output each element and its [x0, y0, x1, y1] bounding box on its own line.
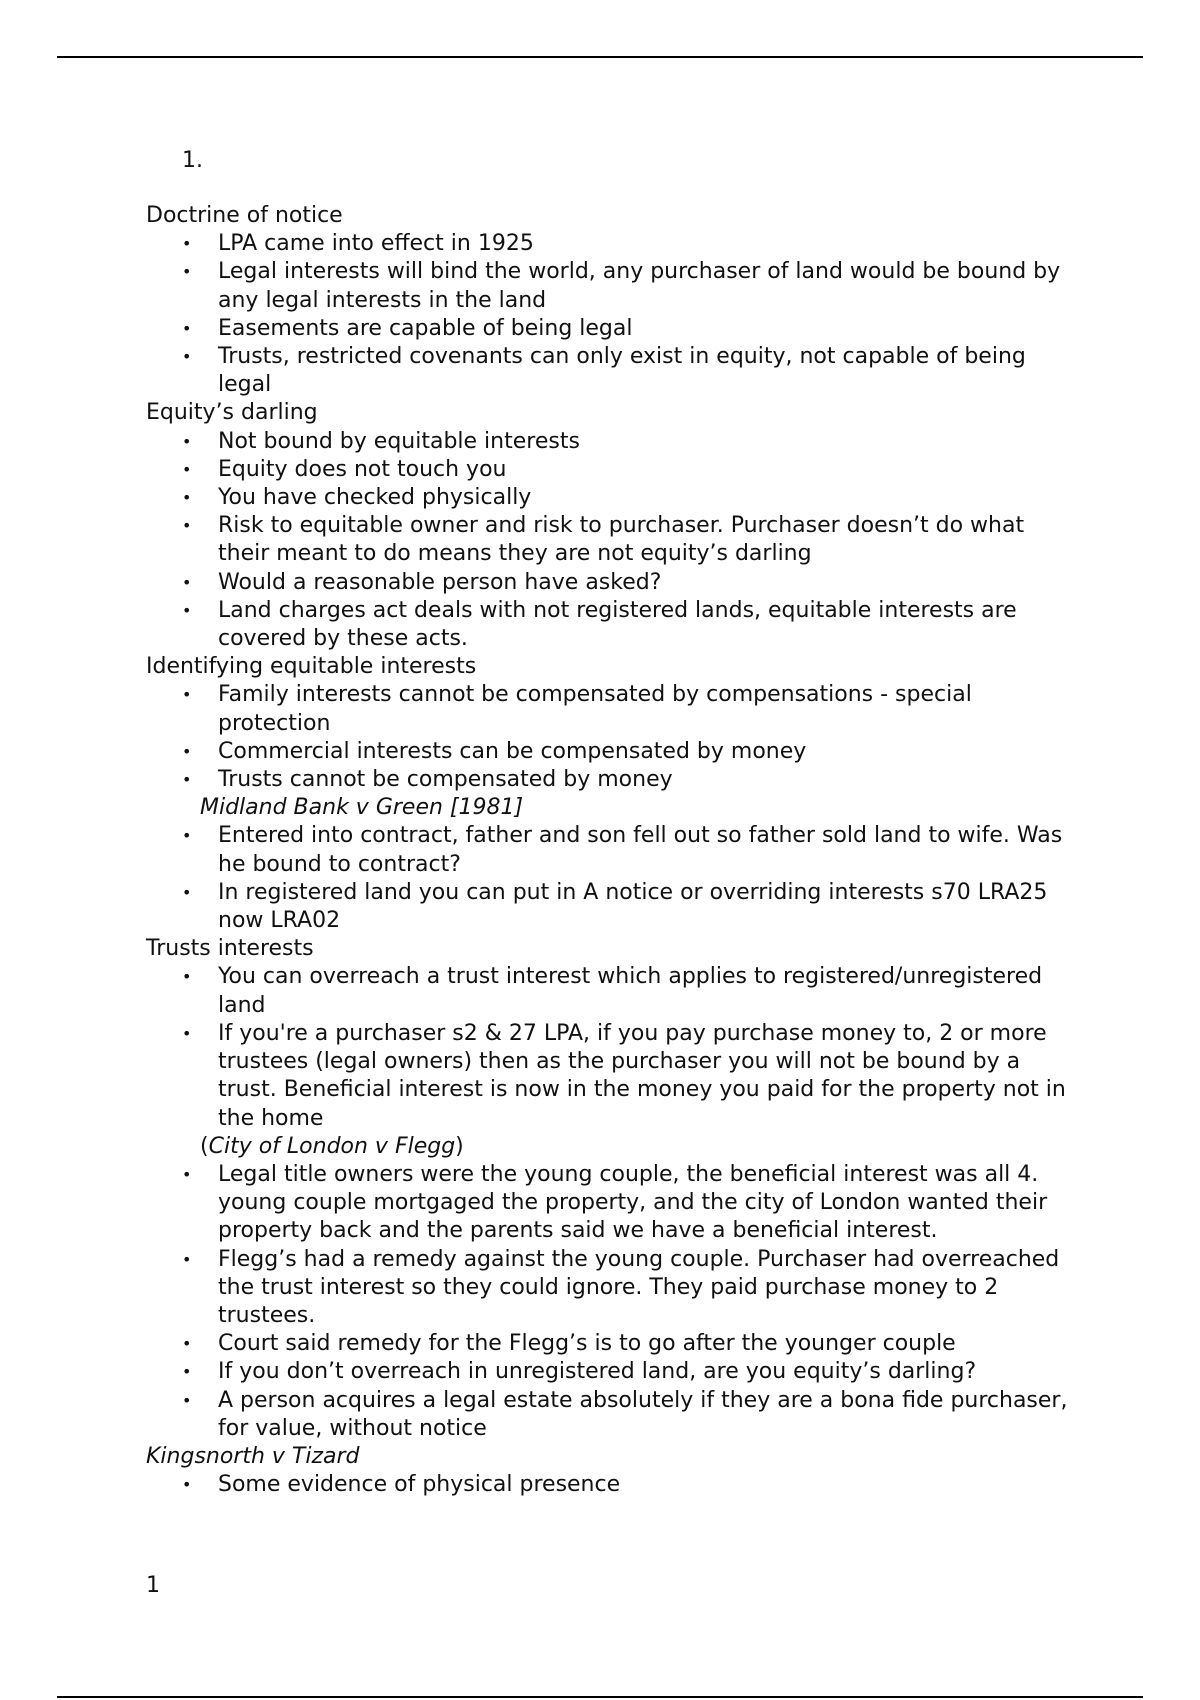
list-number: 1. — [182, 148, 203, 173]
bullet-icon: • — [182, 600, 192, 620]
bullet-icon: • — [182, 234, 192, 254]
bullet-icon: • — [182, 1023, 192, 1043]
bullet-icon: • — [182, 770, 192, 790]
section-heading: Equity’s darling — [146, 400, 318, 426]
header-rule — [57, 56, 1143, 58]
bullet-icon: • — [182, 1249, 192, 1269]
list-item: • In registered land you can put in A notice or overriding interests s70 LRA25 now LRA02 — [182, 879, 1048, 934]
list-item: • Court said remedy for the Flegg’s is to go after the younger couple — [146, 1330, 1076, 1358]
list-item: • Legal interests will bind the world, any purchaser of land would be bound by any legal interests in the land — [182, 259, 1061, 313]
section-heading: Doctrine of notice — [146, 203, 343, 228]
list-item: • Family interests cannot be compensated by compensations - special protection — [182, 682, 972, 736]
bullet-icon: • — [182, 826, 192, 846]
section-heading: Identifying equitable interests — [146, 654, 477, 680]
bullet-icon: • — [182, 488, 192, 508]
list-item: • Trusts, restricted covenants can only exist in equity, not capable of being legal — [182, 344, 1026, 398]
bullet-icon: • — [182, 459, 192, 479]
bullet-icon: • — [182, 1390, 192, 1410]
bullet-icon: • — [182, 318, 192, 338]
bullet-icon: • — [182, 882, 192, 902]
footer-rule — [57, 1696, 1143, 1698]
list-item: • A person acquires a legal estate absolutely if they are a bona fide purchaser, for value, without notice — [182, 1387, 1068, 1441]
list-item: • Not bound by equitable interests — [146, 428, 1076, 456]
list-item: • Commercial interests can be compensated by money — [146, 738, 1076, 766]
bullet-icon: • — [182, 431, 192, 451]
list-item: • Land charges act deals with not registered lands, equitable interests are covered by these acts. — [182, 597, 1017, 652]
bullet-icon: • — [182, 967, 192, 987]
bullet-icon: • — [182, 1164, 192, 1184]
bullet-list — [146, 1161, 1076, 1443]
bullet-icon: • — [182, 516, 192, 536]
bullet-icon: • — [182, 262, 192, 282]
list-item: • If you're a purchaser s2 & 27 LPA, if you pay purchase money to, 2 or more trustees (legal owners) then as the purchaser you will not be bound by a trust. Beneficial interest is now in the money you paid for the property not in the home — [182, 1020, 1066, 1131]
page-number: 1 — [146, 1573, 160, 1598]
list-item: • You can overreach a trust interest which applies to registered/unregistered land — [182, 964, 1043, 1018]
case-heading: Kingsnorth v Tizard — [146, 1443, 360, 1469]
bullet-icon: • — [182, 347, 192, 367]
document-body — [146, 202, 1076, 1499]
list-item: • Legal title owners were the young couple, the beneficial interest was all 4. young couple mortgaged the property, and the city of London wanted their property back and the parents said we have a beneficial interest. — [182, 1161, 1048, 1244]
list-item: • You have checked physically — [146, 484, 1076, 512]
list-item: • Some evidence of physical presence — [146, 1471, 1076, 1499]
case-citation: Midland Bank v Green [1981] — [200, 795, 524, 821]
bullet-list — [146, 681, 1076, 794]
list-item: • If you don’t overreach in unregistered land, are you equity’s darling? — [146, 1358, 1076, 1386]
case-citation: (City of London v Flegg) — [200, 1133, 464, 1159]
bullet-icon: • — [182, 1475, 192, 1495]
list-item: • Trusts cannot be compensated by money — [146, 766, 1076, 794]
bullet-list — [146, 428, 1076, 654]
list-item: • Risk to equitable owner and risk to purchaser. Purchaser doesn’t do what their meant to do means they are not equity’s darling — [182, 513, 1025, 567]
bullet-list — [146, 230, 1076, 399]
bullet-icon: • — [182, 1334, 192, 1354]
bullet-icon: • — [182, 741, 192, 761]
bullet-icon: • — [182, 572, 192, 592]
bullet-list — [146, 963, 1076, 1132]
bullet-list — [146, 822, 1076, 935]
list-item: • LPA came into effect in 1925 — [146, 230, 1076, 258]
list-item: • Flegg’s had a remedy against the young couple. Purchaser had overreached the trust interest so they could ignore. They paid purchase money to 2 trustees. — [182, 1246, 1060, 1328]
section-heading: Trusts interests — [146, 936, 314, 962]
list-item: • Easements are capable of being legal — [146, 315, 1076, 343]
bullet-icon: • — [182, 1362, 192, 1382]
list-item: • Entered into contract, father and son fell out so father sold land to wife. Was he bound to contract? — [182, 823, 1063, 877]
bullet-icon: • — [182, 685, 192, 705]
list-item: • Would a reasonable person have asked? — [146, 569, 1076, 597]
bullet-list — [146, 1471, 1076, 1499]
list-item: • Equity does not touch you — [146, 456, 1076, 484]
